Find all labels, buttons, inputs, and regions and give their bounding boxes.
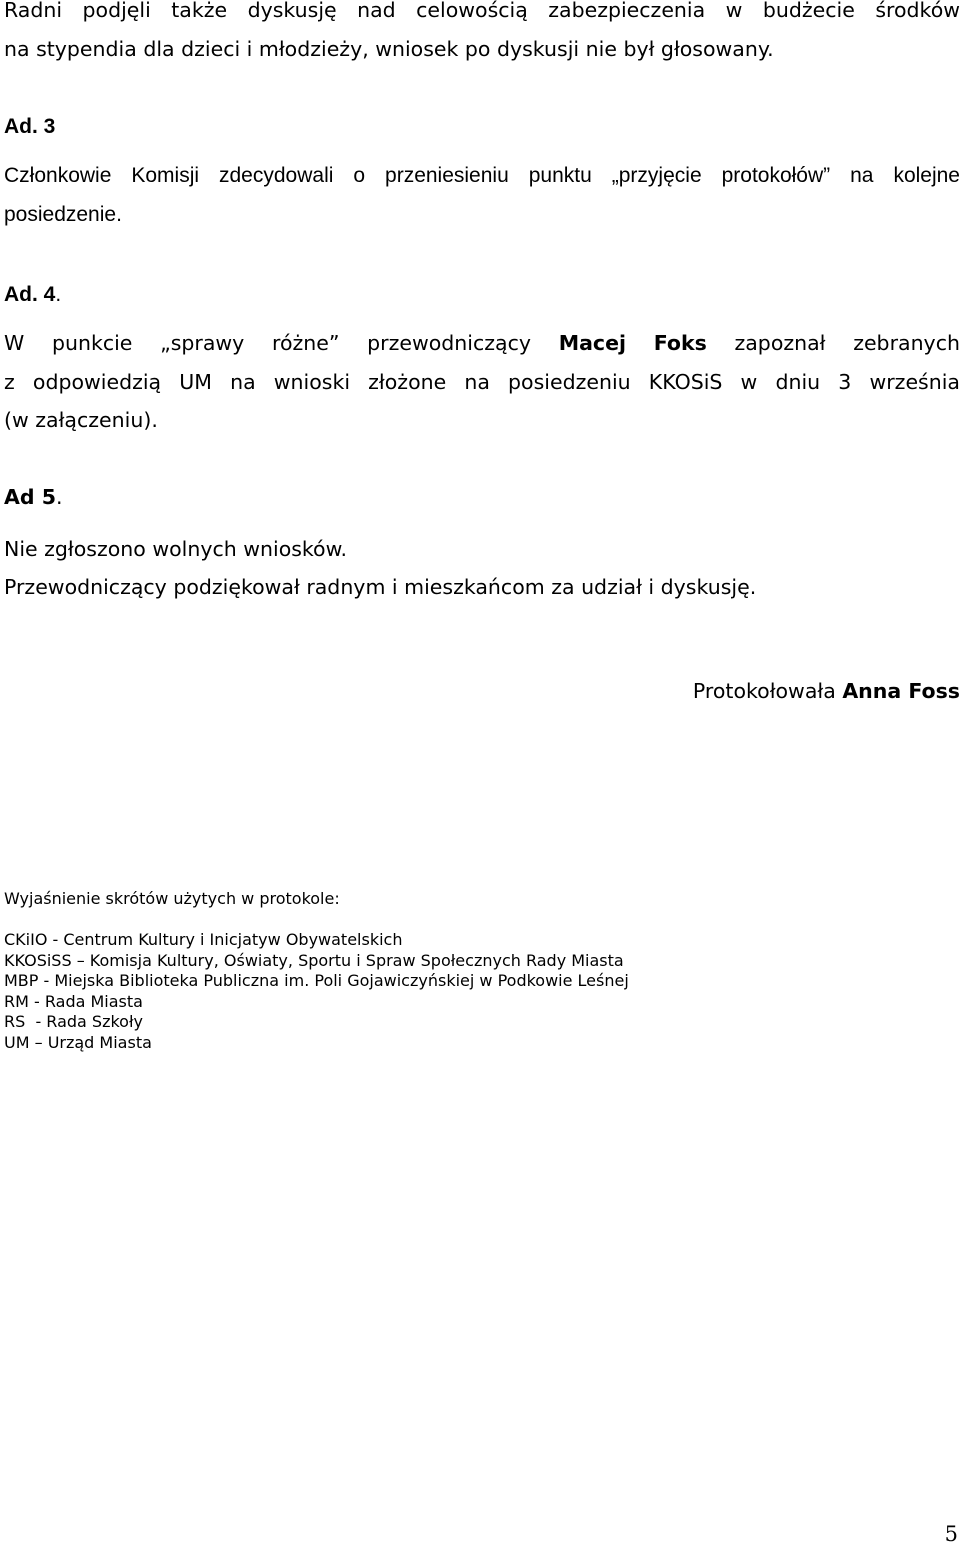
ad3-heading-prefix: Ad. xyxy=(4,115,38,138)
abbreviation-item: UM – Urząd Miasta xyxy=(4,1032,152,1052)
ad3-line-2: posiedzenie. xyxy=(4,202,122,226)
abbreviations-heading: Wyjaśnienie skrótów użytych w protokole: xyxy=(4,889,340,908)
ad5-heading-suffix: . xyxy=(55,485,63,509)
signature xyxy=(693,677,960,705)
abbreviation-item: RM - Rada Miasta xyxy=(4,991,143,1011)
chair-first-name: Macej xyxy=(558,331,627,355)
ad5-line-2: Przewodniczący podziękował radnym i mieszkańcom za udział i dyskusję. xyxy=(4,575,757,599)
ad4-heading-prefix: Ad. xyxy=(4,283,38,306)
ad4-text-after-name: zapoznał zebranych xyxy=(734,331,960,355)
intro-paragraph xyxy=(4,0,960,68)
chair-last-name: Foks xyxy=(653,331,707,355)
ad3-heading xyxy=(4,116,55,137)
ad4-heading-suffix: . xyxy=(55,283,62,306)
ad5-heading-number: 5 xyxy=(41,485,56,509)
intro-line-1: Radni podjęli także dyskusję nad celowością zabezpieczenia w budżecie środków xyxy=(4,0,960,22)
ad5-heading-prefix: Ad xyxy=(4,485,35,509)
abbreviations-list xyxy=(4,930,904,1053)
ad3-paragraph xyxy=(4,157,960,234)
ad4-text-before-name: W punkcie „sprawy różne” przewodniczący xyxy=(4,331,531,355)
ad5-heading xyxy=(4,487,62,508)
ad4-paragraph xyxy=(4,324,960,440)
ad4-heading xyxy=(4,284,61,305)
abbreviation-item: CKiIO - Centrum Kultury i Inicjatyw Obywatelskich xyxy=(4,930,403,949)
ad3-heading-number: 3 xyxy=(43,115,56,138)
ad4-line-1 xyxy=(4,324,960,363)
abbreviation-item: RS - Rada Szkoły xyxy=(4,1012,143,1031)
intro-line-2: na stypendia dla dzieci i młodzieży, wniosek po dyskusji nie był głosowany. xyxy=(4,36,774,61)
ad5-paragraph xyxy=(4,530,960,606)
ad4-line-2: z odpowiedzią UM na wnioski złożone na posiedzeniu KKOSiS w dniu 3 września xyxy=(4,369,960,394)
signature-label: Protokołowała xyxy=(692,679,836,703)
ad3-line-1: Członkowie Komisji zdecydowali o przeniesieniu punktu „przyjęcie protokołów” na kolejne xyxy=(4,164,960,187)
abbreviation-item: MBP - Miejska Biblioteka Publiczna im. Poli Gojawiczyńskiej w Podkowie Leśnej xyxy=(4,971,629,990)
ad5-line-1: Nie zgłoszono wolnych wniosków. xyxy=(4,537,348,561)
abbreviation-item: KKOSiSS – Komisja Kultury, Oświaty, Sportu i Spraw Społecznych Rady Miasta xyxy=(4,950,624,970)
page-number: 5 xyxy=(944,1522,958,1546)
ad4-line-3: (w załączeniu). xyxy=(4,408,158,432)
ad4-heading-number: 4 xyxy=(43,283,56,306)
signature-name: Anna Foss xyxy=(842,679,960,703)
